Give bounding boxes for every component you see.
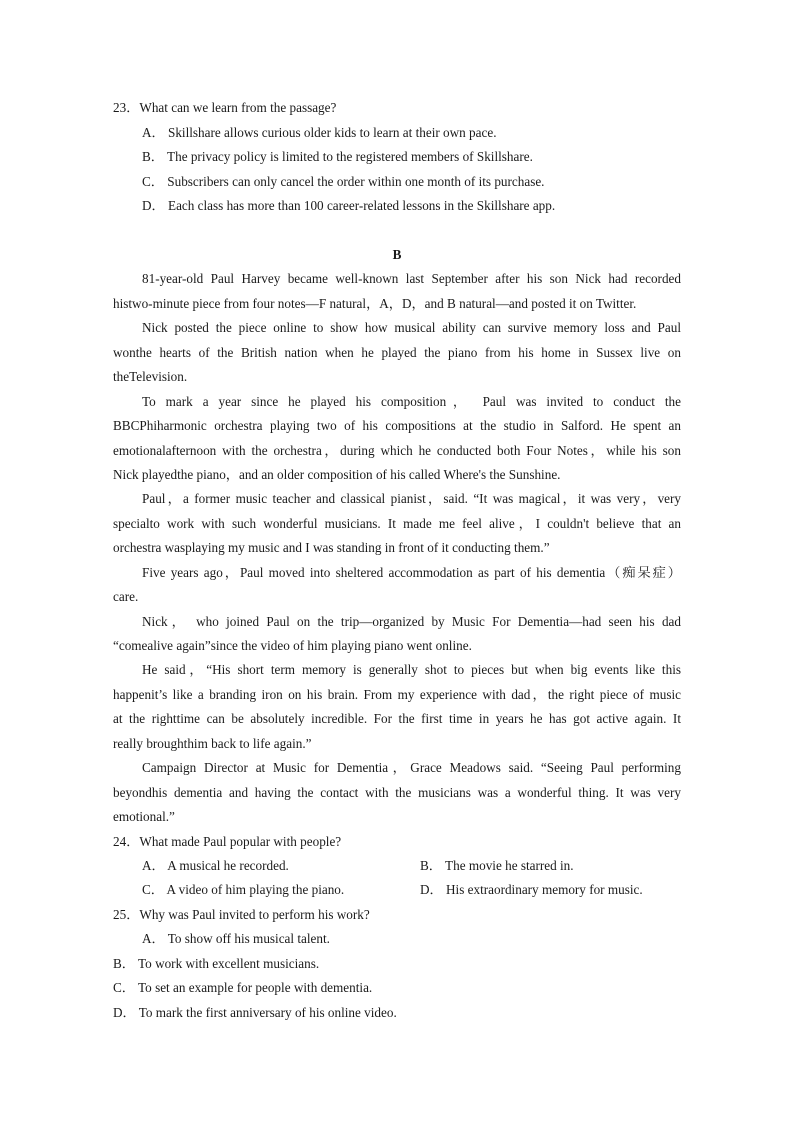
q23-option-d: D． Each class has more than 100 career-related lessons in the Skillshare app. [142,198,556,213]
passage-line: “comealive again”since the video of him playing piano went online. [113,638,472,653]
question-23-stem: 23．What can we learn from the passage? [113,100,337,115]
passage-line: BBCPhiharmonic orchestra playing two of his compositions at the studio in Salford. He spent an [113,418,681,433]
passage-line: wonthe hearts of the British nation when he played the piano from his home in Sussex live on [113,345,681,360]
passage-line: happenit’s like a branding iron on his brain. From my experience with dad，the right piece of music [113,687,681,702]
passage-line: Campaign Director at Music for Dementia，Grace Meadows said. “Seeing Paul performing [142,760,681,775]
q25-option-b: B． To work with excellent musicians. [113,956,320,971]
passage-line: care. [113,589,139,604]
q23-option-c: C． Subscribers can only cancel the order within one month of its purchase. [142,174,545,189]
q25-option-c: C． To set an example for people with dementia. [113,980,373,995]
passage-line: Nick posted the piece online to show how musical ability can survive memory loss and Paul [142,320,681,335]
q24-option-c: C． A video of him playing the piano. [142,882,345,897]
passage-line: theTelevision. [113,369,188,384]
passage-line: He said，“His short term memory is generally shot to pieces but when big events like this [142,662,681,677]
passage-line: To mark a year since he played his composition， Paul was invited to conduct the [142,394,681,409]
passage-line: 81-year-old Paul Harvey became well-known last September after his son Nick had recorded [142,271,681,286]
q25-option-d: D． To mark the first anniversary of his online video. [113,1005,397,1020]
passage-line: specialto work with such wonderful musicians. It made me feel alive，I couldn't believe that an [113,516,681,531]
passage-line: emotional.” [113,809,175,824]
section-heading: B [392,247,402,262]
passage-line: beyondhis dementia and having the contact with the musicians was a wonderful thing. It was very [113,785,681,800]
question-24-stem: 24．What made Paul popular with people? [113,834,342,849]
question-25-stem: 25．Why was Paul invited to perform his work? [113,907,370,922]
q24-option-a: A． A musical he recorded. [142,858,289,873]
q23-option-a: A． Skillshare allows curious older kids to learn at their own pace. [142,125,497,140]
passage-line: really broughthim back to life again.” [113,736,312,751]
passage-line: orchestra wasplaying my music and I was standing in front of it conducting them.” [113,540,550,555]
q25-option-a: A． To show off his musical talent. [142,931,330,946]
q23-option-b: B． The privacy policy is limited to the registered members of Skillshare. [142,149,533,164]
passage-line: Nick playedthe piano，and an older composition of his called Where's the Sunshine. [113,467,561,482]
q24-option-b: B． The movie he starred in. [420,858,574,873]
passage-line: histwo-minute piece from four notes—F natural，A，D，and B natural—and posted it on Twitter. [113,296,637,311]
passage-line: emotionalafternoon with the orchestra，during which he conducted both Four Notes，while his son [113,443,681,458]
passage-line: Paul，a former music teacher and classical pianist，said. “It was magical，it was very，very [142,491,681,506]
passage-line: Nick， who joined Paul on the trip—organized by Music For Dementia—had seen his dad [142,614,681,629]
passage-line: Five years ago，Paul moved into sheltered accommodation as part of his dementia（痴呆症） [142,565,681,580]
q24-option-d: D． His extraordinary memory for music. [420,882,643,897]
passage-line: at the righttime can be absolutely incredible. For the first time in years he has got active again. It [113,711,681,726]
